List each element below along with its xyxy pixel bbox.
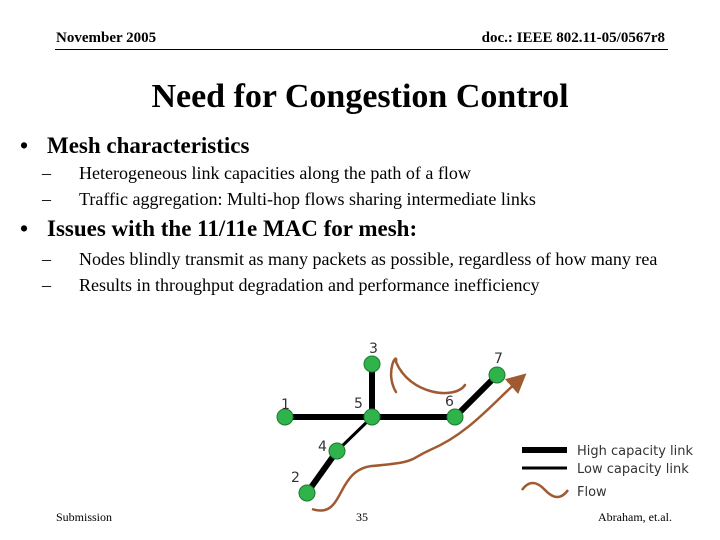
- legend-flow-label: Flow: [577, 485, 607, 500]
- footer-submission: Submission: [56, 510, 113, 524]
- bullet-text: Mesh characteristics: [47, 133, 250, 158]
- dash-marker: –: [42, 163, 51, 183]
- node-4: [329, 443, 345, 459]
- header-doc-id: doc.: IEEE 802.11-05/0567r8: [481, 30, 665, 46]
- node-5: [364, 409, 380, 425]
- footer-page-number: 35: [356, 510, 368, 524]
- footer-authors: Abraham, et.al.: [598, 510, 672, 524]
- bullet-dot: •: [20, 216, 29, 241]
- node-label-3: 3: [369, 341, 378, 357]
- node-label-7: 7: [494, 351, 503, 367]
- dash-marker: –: [42, 249, 51, 269]
- node-label-1: 1: [281, 397, 290, 413]
- flow-arrow-a: [391, 359, 465, 393]
- dash-marker: –: [42, 189, 51, 209]
- subbullet-text: Traffic aggregation: Multi-hop flows sharing intermediate links: [79, 189, 536, 209]
- slide-title: Need for Congestion Control: [151, 78, 569, 115]
- legend-high-label: High capacity link: [577, 444, 694, 459]
- node-label-4: 4: [318, 439, 327, 455]
- legend-flow-swatch: [522, 483, 568, 497]
- subbullet-text: Heterogeneous link capacities along the path of a flow: [79, 163, 471, 183]
- node-label-2: 2: [291, 470, 300, 486]
- node-7: [489, 367, 505, 383]
- node-3: [364, 356, 380, 372]
- subbullet-text: Results in throughput degradation and performance inefficiency: [79, 275, 540, 295]
- link-6-7: [455, 375, 497, 417]
- node-6: [447, 409, 463, 425]
- bullet-dot: •: [20, 133, 29, 158]
- legend-low-label: Low capacity link: [577, 462, 689, 477]
- bullet-text: Issues with the 11/11e MAC for mesh:: [47, 216, 418, 241]
- subbullet-text: Nodes blindly transmit as many packets as possible, regardless of how many rea: [79, 249, 658, 269]
- node-2: [299, 485, 315, 501]
- node-label-5: 5: [354, 396, 363, 412]
- header-date: November 2005: [56, 30, 157, 46]
- node-label-6: 6: [445, 394, 454, 410]
- dash-marker: –: [42, 275, 51, 295]
